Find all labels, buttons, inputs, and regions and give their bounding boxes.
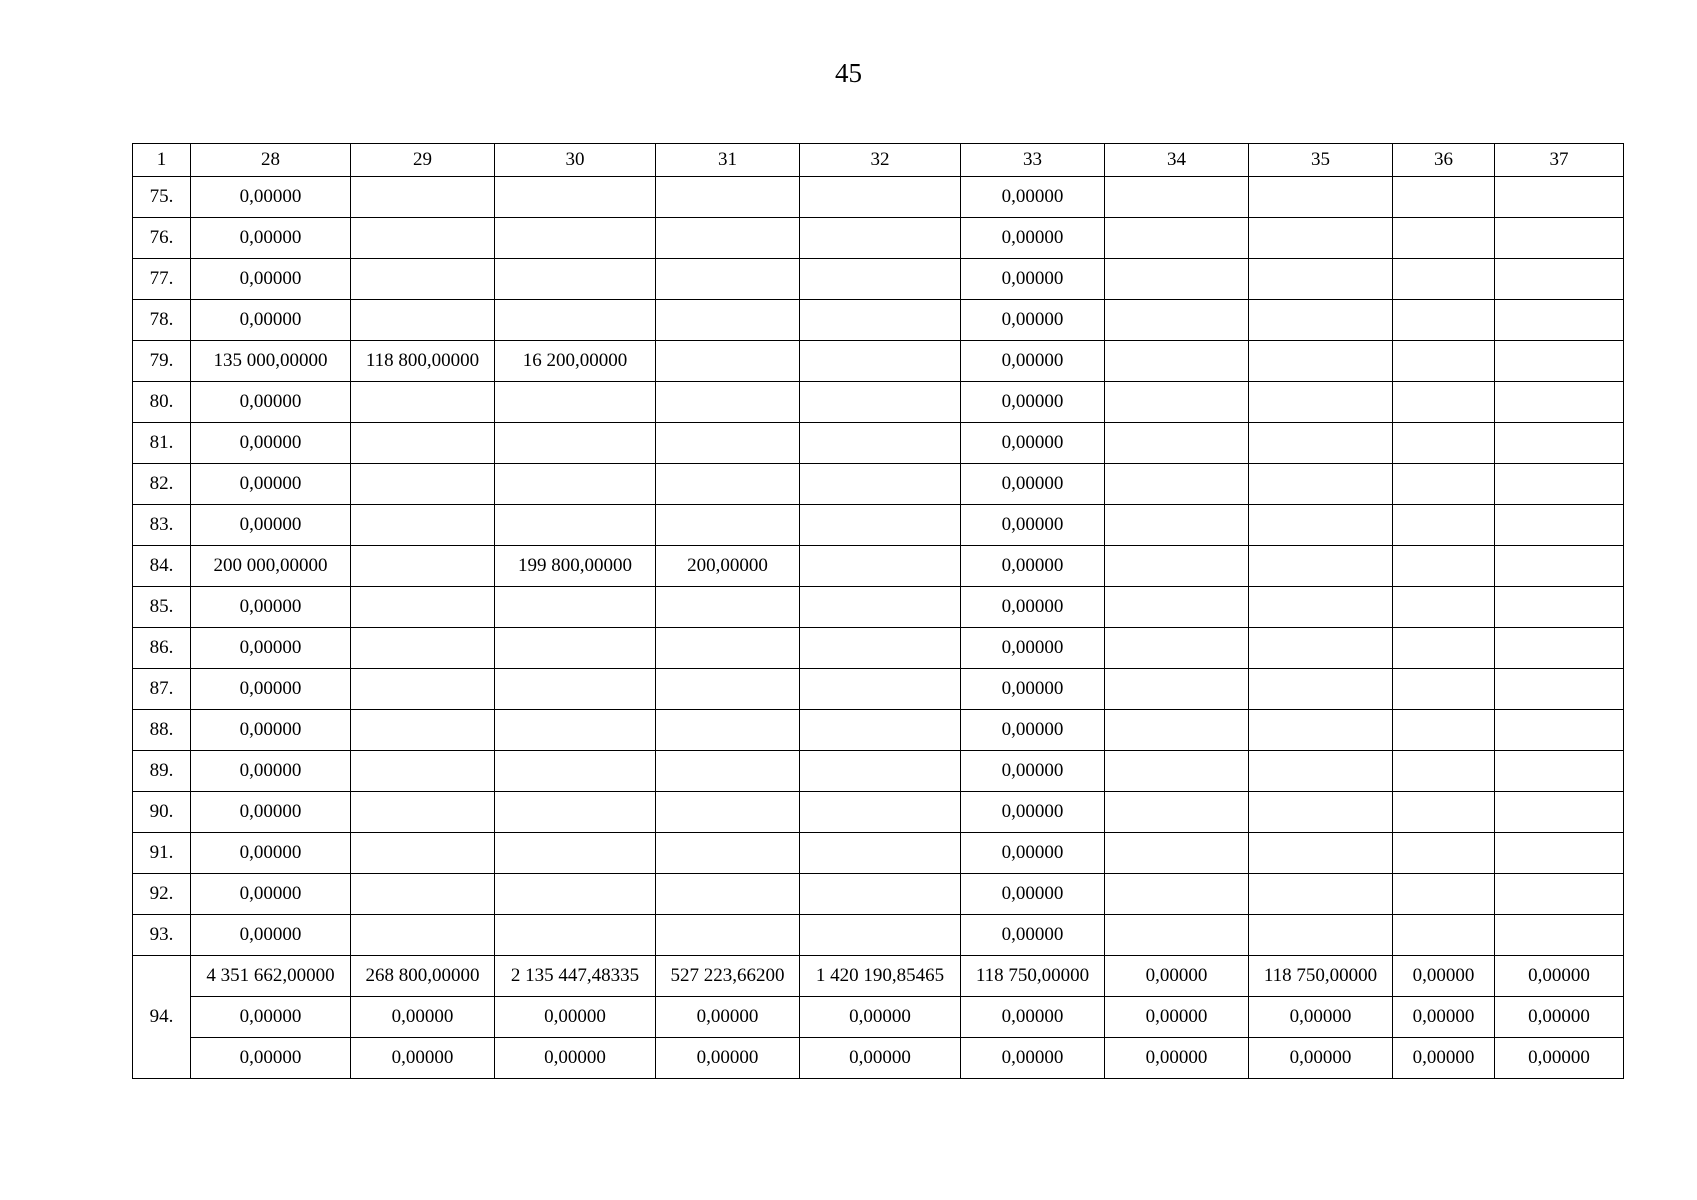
table-cell: 0,00000	[961, 300, 1105, 341]
table-cell	[800, 915, 961, 956]
table-cell	[800, 833, 961, 874]
row-number-cell: 92.	[133, 874, 191, 915]
table-cell	[1105, 546, 1249, 587]
table-cell	[1495, 382, 1624, 423]
table-cell	[351, 669, 495, 710]
table-cell	[656, 382, 800, 423]
row-number-cell: 88.	[133, 710, 191, 751]
table-cell	[1393, 546, 1495, 587]
table-cell	[1393, 423, 1495, 464]
table-cell	[800, 874, 961, 915]
table-cell	[351, 874, 495, 915]
table-cell: 0,00000	[1393, 997, 1495, 1038]
table-cell	[351, 382, 495, 423]
table-cell: 0,00000	[1249, 1038, 1393, 1079]
table-row	[133, 177, 1624, 218]
table-cell: 527 223,66200	[656, 956, 800, 997]
table-cell	[495, 587, 656, 628]
column-header: 33	[961, 144, 1105, 177]
row-number-cell: 77.	[133, 259, 191, 300]
table-cell	[1105, 628, 1249, 669]
table-cell: 0,00000	[191, 751, 351, 792]
row-number-cell: 78.	[133, 300, 191, 341]
table-cell	[656, 177, 800, 218]
table-row	[133, 874, 1624, 915]
table-cell	[656, 259, 800, 300]
column-header: 36	[1393, 144, 1495, 177]
table-cell: 0,00000	[961, 751, 1105, 792]
table-row	[133, 341, 1624, 382]
table-cell: 0,00000	[191, 669, 351, 710]
table-cell: 200 000,00000	[191, 546, 351, 587]
table-row	[133, 792, 1624, 833]
table-cell	[351, 259, 495, 300]
table-cell: 0,00000	[191, 1038, 351, 1079]
table-cell: 2 135 447,48335	[495, 956, 656, 997]
table-cell	[1105, 382, 1249, 423]
table-cell	[1495, 915, 1624, 956]
table-cell	[351, 300, 495, 341]
table-cell: 0,00000	[1105, 956, 1249, 997]
table-cell	[800, 587, 961, 628]
table-cell: 0,00000	[191, 833, 351, 874]
column-header: 37	[1495, 144, 1624, 177]
table-cell: 0,00000	[191, 997, 351, 1038]
row-number-cell: 76.	[133, 218, 191, 259]
table-cell	[1393, 505, 1495, 546]
table-cell: 0,00000	[961, 505, 1105, 546]
table-cell: 0,00000	[656, 997, 800, 1038]
table-cell: 0,00000	[961, 177, 1105, 218]
table-cell	[800, 382, 961, 423]
table-cell	[495, 710, 656, 751]
table-cell	[656, 341, 800, 382]
table-cell	[1105, 874, 1249, 915]
table-cell: 0,00000	[961, 833, 1105, 874]
table-cell	[495, 833, 656, 874]
table-cell: 0,00000	[191, 259, 351, 300]
table-cell	[1393, 300, 1495, 341]
table-cell: 0,00000	[1495, 997, 1624, 1038]
table-row	[133, 751, 1624, 792]
table-cell: 0,00000	[495, 997, 656, 1038]
table-cell	[800, 177, 961, 218]
column-header: 28	[191, 144, 351, 177]
table-cell	[800, 505, 961, 546]
table-cell: 0,00000	[961, 915, 1105, 956]
table-cell	[1393, 792, 1495, 833]
table-cell	[1495, 423, 1624, 464]
table-cell	[495, 177, 656, 218]
table-cell	[351, 464, 495, 505]
table-cell: 0,00000	[1393, 956, 1495, 997]
table-cell	[351, 751, 495, 792]
table-cell	[495, 505, 656, 546]
row-number-cell: 80.	[133, 382, 191, 423]
table-cell	[1105, 587, 1249, 628]
table-cell: 0,00000	[961, 874, 1105, 915]
table-cell	[495, 751, 656, 792]
table-cell	[495, 464, 656, 505]
page-number: 45	[835, 58, 862, 88]
total-row	[133, 956, 1624, 997]
table-cell: 0,00000	[961, 382, 1105, 423]
table-cell	[1495, 259, 1624, 300]
row-number-cell: 89.	[133, 751, 191, 792]
table-row	[133, 833, 1624, 874]
table-cell	[1393, 259, 1495, 300]
table-cell	[1249, 546, 1393, 587]
table-cell	[1495, 833, 1624, 874]
table-cell	[800, 628, 961, 669]
table-cell: 118 750,00000	[961, 956, 1105, 997]
table-cell	[1249, 587, 1393, 628]
table-cell	[351, 218, 495, 259]
table-cell: 0,00000	[1495, 956, 1624, 997]
row-number-cell: 81.	[133, 423, 191, 464]
table-cell	[1249, 874, 1393, 915]
table-cell	[1249, 382, 1393, 423]
table-cell	[800, 300, 961, 341]
table-cell: 0,00000	[351, 997, 495, 1038]
table-cell: 0,00000	[961, 1038, 1105, 1079]
table-cell	[1495, 710, 1624, 751]
table-row	[133, 259, 1624, 300]
table-cell	[1249, 300, 1393, 341]
table-cell	[800, 546, 961, 587]
row-number-cell: 90.	[133, 792, 191, 833]
table-cell: 0,00000	[191, 382, 351, 423]
row-number-cell: 79.	[133, 341, 191, 382]
table-row	[133, 587, 1624, 628]
column-header: 29	[351, 144, 495, 177]
row-number-cell: 83.	[133, 505, 191, 546]
table-cell	[1495, 464, 1624, 505]
table-cell	[656, 751, 800, 792]
table-cell	[800, 341, 961, 382]
table-cell	[495, 423, 656, 464]
table-row	[133, 915, 1624, 956]
table-cell: 0,00000	[961, 710, 1105, 751]
table-cell	[1105, 218, 1249, 259]
table-cell	[1249, 915, 1393, 956]
table-cell	[351, 915, 495, 956]
table-cell	[495, 669, 656, 710]
column-header: 30	[495, 144, 656, 177]
table-cell	[1495, 218, 1624, 259]
table-cell	[1495, 300, 1624, 341]
table-cell	[1105, 464, 1249, 505]
table-cell	[656, 628, 800, 669]
table-cell: 199 800,00000	[495, 546, 656, 587]
table-cell: 0,00000	[961, 628, 1105, 669]
table-cell: 4 351 662,00000	[191, 956, 351, 997]
table-cell	[1249, 628, 1393, 669]
table-cell	[656, 874, 800, 915]
table-row	[133, 628, 1624, 669]
table-cell	[1393, 382, 1495, 423]
table-cell	[1105, 423, 1249, 464]
table-cell: 0,00000	[191, 792, 351, 833]
table-cell	[1249, 259, 1393, 300]
table-cell: 0,00000	[191, 505, 351, 546]
table-cell: 16 200,00000	[495, 341, 656, 382]
column-header: 32	[800, 144, 961, 177]
table-cell: 0,00000	[961, 423, 1105, 464]
table-cell	[800, 669, 961, 710]
table-cell: 0,00000	[800, 997, 961, 1038]
column-header-row	[133, 144, 1624, 177]
table-cell: 0,00000	[961, 341, 1105, 382]
table-cell	[800, 259, 961, 300]
table-cell	[800, 423, 961, 464]
table-cell	[351, 833, 495, 874]
table-cell	[656, 587, 800, 628]
row-number-cell: 86.	[133, 628, 191, 669]
table-cell	[1105, 505, 1249, 546]
table-cell	[1105, 792, 1249, 833]
column-header: 34	[1105, 144, 1249, 177]
table-cell: 0,00000	[191, 464, 351, 505]
table-cell	[1105, 833, 1249, 874]
table-cell	[351, 546, 495, 587]
table-row	[133, 300, 1624, 341]
table-cell	[800, 218, 961, 259]
table-cell: 0,00000	[1393, 1038, 1495, 1079]
table-cell: 0,00000	[961, 546, 1105, 587]
table-cell: 0,00000	[1105, 1038, 1249, 1079]
table-cell	[656, 669, 800, 710]
table-cell	[495, 915, 656, 956]
table-cell: 0,00000	[495, 1038, 656, 1079]
table-cell: 0,00000	[961, 997, 1105, 1038]
table-cell	[495, 259, 656, 300]
table-cell	[1393, 710, 1495, 751]
table-cell	[1105, 710, 1249, 751]
table-cell: 0,00000	[191, 587, 351, 628]
data-table	[132, 143, 1624, 1079]
table-cell	[1393, 218, 1495, 259]
table-cell: 0,00000	[1495, 1038, 1624, 1079]
table-cell: 0,00000	[191, 915, 351, 956]
table-cell: 1 420 190,85465	[800, 956, 961, 997]
table-row	[133, 423, 1624, 464]
table-cell	[1393, 177, 1495, 218]
table-cell	[1393, 628, 1495, 669]
table-row	[133, 382, 1624, 423]
table-cell	[495, 382, 656, 423]
table-cell	[1495, 669, 1624, 710]
table-cell: 0,00000	[961, 464, 1105, 505]
table-cell	[1249, 751, 1393, 792]
table-cell: 0,00000	[800, 1038, 961, 1079]
table-cell: 0,00000	[961, 218, 1105, 259]
table-cell: 268 800,00000	[351, 956, 495, 997]
table-cell	[1495, 751, 1624, 792]
table-cell	[1249, 464, 1393, 505]
table-cell: 0,00000	[191, 628, 351, 669]
table-cell	[1495, 587, 1624, 628]
table-cell	[1249, 669, 1393, 710]
table-cell	[495, 218, 656, 259]
total-row	[133, 997, 1624, 1038]
row-number-cell: 82.	[133, 464, 191, 505]
table-cell	[656, 218, 800, 259]
table-cell: 0,00000	[1105, 997, 1249, 1038]
table-cell	[1393, 874, 1495, 915]
table-cell	[1495, 546, 1624, 587]
table-cell	[351, 505, 495, 546]
row-number-cell: 94.	[133, 956, 191, 1079]
column-header: 1	[133, 144, 191, 177]
table-cell	[656, 915, 800, 956]
table-cell: 0,00000	[656, 1038, 800, 1079]
table-cell	[800, 792, 961, 833]
table-cell	[351, 587, 495, 628]
table-cell	[1393, 915, 1495, 956]
table-row	[133, 546, 1624, 587]
table-cell	[1105, 177, 1249, 218]
table-cell	[1393, 587, 1495, 628]
table-cell	[1249, 505, 1393, 546]
table-cell	[656, 505, 800, 546]
table-cell: 0,00000	[351, 1038, 495, 1079]
table-cell	[656, 792, 800, 833]
table-cell: 0,00000	[191, 177, 351, 218]
table-cell	[495, 300, 656, 341]
table-cell	[1105, 751, 1249, 792]
table-cell	[656, 300, 800, 341]
column-header: 31	[656, 144, 800, 177]
table-cell	[1105, 341, 1249, 382]
table-row	[133, 669, 1624, 710]
table-cell: 0,00000	[961, 587, 1105, 628]
table-cell	[1105, 300, 1249, 341]
table-cell	[800, 751, 961, 792]
table-cell: 0,00000	[961, 259, 1105, 300]
table-cell	[800, 464, 961, 505]
table-cell	[1495, 628, 1624, 669]
table-cell: 0,00000	[191, 300, 351, 341]
table-cell: 0,00000	[191, 874, 351, 915]
table-cell	[800, 710, 961, 751]
table-cell	[1105, 669, 1249, 710]
table-cell	[1249, 341, 1393, 382]
table-cell	[1249, 423, 1393, 464]
table-cell	[656, 833, 800, 874]
table-cell	[495, 792, 656, 833]
table-cell	[351, 710, 495, 751]
row-number-cell: 84.	[133, 546, 191, 587]
table-cell	[1393, 341, 1495, 382]
table-cell	[1249, 218, 1393, 259]
table-cell: 135 000,00000	[191, 341, 351, 382]
table-row	[133, 505, 1624, 546]
table-cell	[351, 423, 495, 464]
table-cell: 0,00000	[961, 792, 1105, 833]
table-cell: 0,00000	[1249, 997, 1393, 1038]
table-cell: 0,00000	[191, 423, 351, 464]
table-cell: 0,00000	[191, 710, 351, 751]
table-cell	[1249, 833, 1393, 874]
table-cell	[1495, 341, 1624, 382]
row-number-cell: 91.	[133, 833, 191, 874]
table-cell	[1495, 505, 1624, 546]
row-number-cell: 75.	[133, 177, 191, 218]
table-cell	[1495, 874, 1624, 915]
table-cell	[1105, 915, 1249, 956]
table-row	[133, 218, 1624, 259]
table-cell	[1393, 669, 1495, 710]
table-cell	[656, 710, 800, 751]
total-row	[133, 1038, 1624, 1079]
table-cell: 118 750,00000	[1249, 956, 1393, 997]
table-cell	[495, 628, 656, 669]
table-cell	[1249, 177, 1393, 218]
table-cell	[351, 628, 495, 669]
table-row	[133, 464, 1624, 505]
column-header: 35	[1249, 144, 1393, 177]
table-cell: 0,00000	[191, 218, 351, 259]
table-cell	[1249, 792, 1393, 833]
table-cell	[351, 177, 495, 218]
table-cell	[1105, 259, 1249, 300]
table-cell	[1393, 751, 1495, 792]
table-cell	[1393, 833, 1495, 874]
table-cell: 118 800,00000	[351, 341, 495, 382]
table-row	[133, 710, 1624, 751]
table-cell	[1495, 177, 1624, 218]
table-cell: 0,00000	[961, 669, 1105, 710]
table-cell	[656, 423, 800, 464]
table-cell	[1393, 464, 1495, 505]
table-cell	[656, 464, 800, 505]
table-cell	[1249, 710, 1393, 751]
row-number-cell: 85.	[133, 587, 191, 628]
table-cell	[1495, 792, 1624, 833]
row-number-cell: 87.	[133, 669, 191, 710]
row-number-cell: 93.	[133, 915, 191, 956]
table-cell	[495, 874, 656, 915]
table-cell	[351, 792, 495, 833]
table-cell: 200,00000	[656, 546, 800, 587]
